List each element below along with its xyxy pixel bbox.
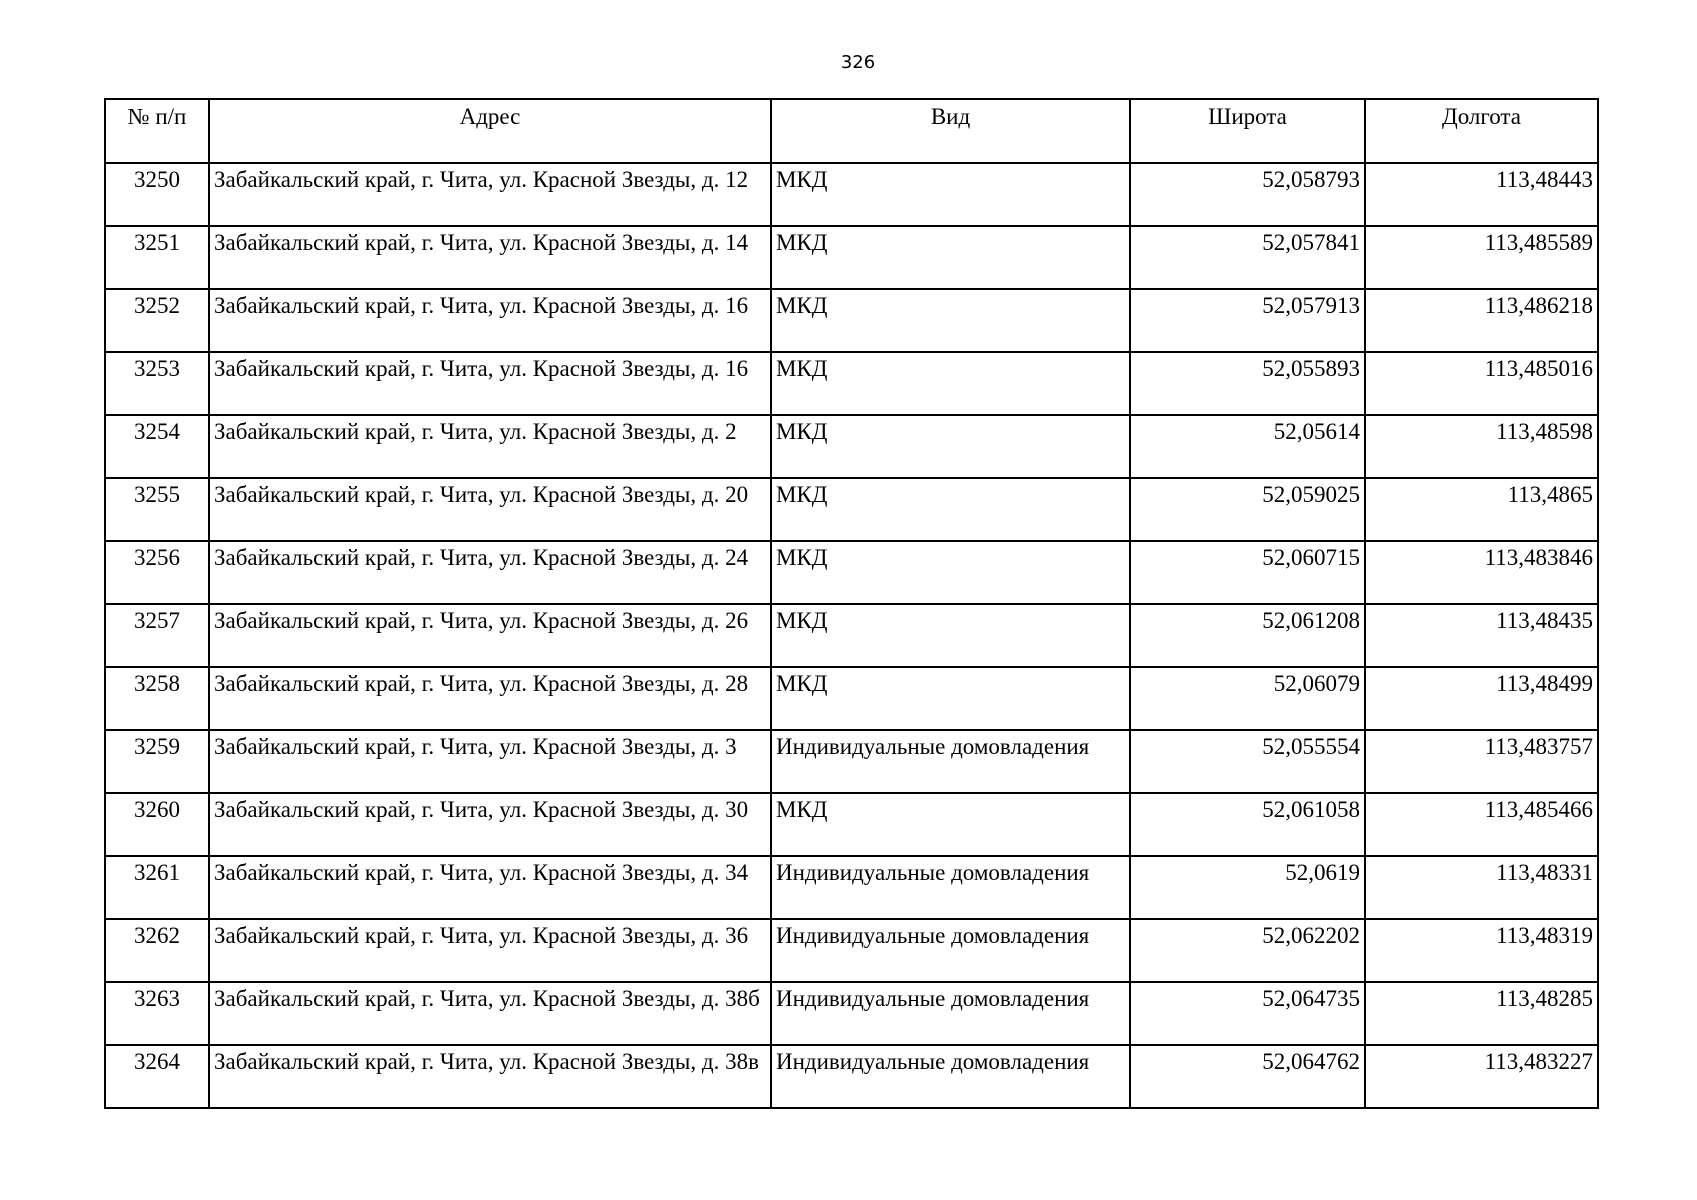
cell-longitude: 113,483846 xyxy=(1365,541,1598,604)
header-kind: Вид xyxy=(771,99,1130,163)
cell-longitude: 113,485466 xyxy=(1365,793,1598,856)
cell-number: 3262 xyxy=(105,919,209,982)
cell-address: Забайкальский край, г. Чита, ул. Красной Звезды, д. 24 xyxy=(209,541,771,604)
cell-longitude: 113,485016 xyxy=(1365,352,1598,415)
cell-longitude: 113,4865 xyxy=(1365,478,1598,541)
cell-number: 3252 xyxy=(105,289,209,352)
table-row xyxy=(105,541,1598,604)
cell-number: 3261 xyxy=(105,856,209,919)
cell-kind: Индивидуальные домовладения xyxy=(771,1045,1130,1108)
table-row xyxy=(105,415,1598,478)
cell-kind: МКД xyxy=(771,289,1130,352)
cell-kind: Индивидуальные домовладения xyxy=(771,856,1130,919)
cell-address: Забайкальский край, г. Чита, ул. Красной Звезды, д. 38б xyxy=(209,982,771,1045)
cell-longitude: 113,48598 xyxy=(1365,415,1598,478)
cell-address: Забайкальский край, г. Чита, ул. Красной Звезды, д. 38в xyxy=(209,1045,771,1108)
table-row xyxy=(105,730,1598,793)
cell-address: Забайкальский край, г. Чита, ул. Красной Звезды, д. 2 xyxy=(209,415,771,478)
table-row xyxy=(105,856,1598,919)
cell-latitude: 52,06079 xyxy=(1130,667,1365,730)
cell-kind: МКД xyxy=(771,226,1130,289)
cell-longitude: 113,48499 xyxy=(1365,667,1598,730)
cell-latitude: 52,059025 xyxy=(1130,478,1365,541)
table-row xyxy=(105,604,1598,667)
cell-number: 3255 xyxy=(105,478,209,541)
cell-latitude: 52,057913 xyxy=(1130,289,1365,352)
cell-kind: МКД xyxy=(771,478,1130,541)
cell-number: 3260 xyxy=(105,793,209,856)
header-number: № п/п xyxy=(105,99,209,163)
cell-kind: МКД xyxy=(771,415,1130,478)
table-row xyxy=(105,667,1598,730)
cell-latitude: 52,055554 xyxy=(1130,730,1365,793)
cell-latitude: 52,05614 xyxy=(1130,415,1365,478)
cell-number: 3251 xyxy=(105,226,209,289)
header-longitude: Долгота xyxy=(1365,99,1598,163)
cell-latitude: 52,058793 xyxy=(1130,163,1365,226)
address-table xyxy=(104,98,1599,1109)
cell-longitude: 113,48285 xyxy=(1365,982,1598,1045)
table-row xyxy=(105,1045,1598,1108)
cell-address: Забайкальский край, г. Чита, ул. Красной Звезды, д. 14 xyxy=(209,226,771,289)
cell-number: 3250 xyxy=(105,163,209,226)
table-row xyxy=(105,478,1598,541)
cell-kind: МКД xyxy=(771,667,1130,730)
cell-number: 3264 xyxy=(105,1045,209,1108)
cell-address: Забайкальский край, г. Чита, ул. Красной Звезды, д. 36 xyxy=(209,919,771,982)
cell-longitude: 113,486218 xyxy=(1365,289,1598,352)
cell-latitude: 52,061208 xyxy=(1130,604,1365,667)
cell-kind: МКД xyxy=(771,541,1130,604)
cell-number: 3253 xyxy=(105,352,209,415)
cell-longitude: 113,483227 xyxy=(1365,1045,1598,1108)
cell-latitude: 52,064735 xyxy=(1130,982,1365,1045)
cell-number: 3256 xyxy=(105,541,209,604)
cell-longitude: 113,48319 xyxy=(1365,919,1598,982)
cell-latitude: 52,060715 xyxy=(1130,541,1365,604)
cell-latitude: 52,0619 xyxy=(1130,856,1365,919)
cell-latitude: 52,062202 xyxy=(1130,919,1365,982)
table-row xyxy=(105,919,1598,982)
cell-longitude: 113,48443 xyxy=(1365,163,1598,226)
cell-number: 3263 xyxy=(105,982,209,1045)
cell-kind: МКД xyxy=(771,352,1130,415)
cell-number: 3257 xyxy=(105,604,209,667)
cell-number: 3258 xyxy=(105,667,209,730)
cell-address: Забайкальский край, г. Чита, ул. Красной Звезды, д. 26 xyxy=(209,604,771,667)
cell-longitude: 113,483757 xyxy=(1365,730,1598,793)
table-header-row xyxy=(105,99,1598,163)
cell-latitude: 52,064762 xyxy=(1130,1045,1365,1108)
table-row xyxy=(105,163,1598,226)
cell-address: Забайкальский край, г. Чита, ул. Красной Звезды, д. 12 xyxy=(209,163,771,226)
cell-longitude: 113,485589 xyxy=(1365,226,1598,289)
cell-kind: МКД xyxy=(771,793,1130,856)
cell-latitude: 52,061058 xyxy=(1130,793,1365,856)
table-row xyxy=(105,982,1598,1045)
header-address: Адрес xyxy=(209,99,771,163)
cell-address: Забайкальский край, г. Чита, ул. Красной Звезды, д. 3 xyxy=(209,730,771,793)
table-row xyxy=(105,226,1598,289)
header-latitude: Широта xyxy=(1130,99,1365,163)
table-row xyxy=(105,793,1598,856)
cell-number: 3259 xyxy=(105,730,209,793)
cell-address: Забайкальский край, г. Чита, ул. Красной Звезды, д. 16 xyxy=(209,289,771,352)
page-number: 326 xyxy=(840,52,876,73)
cell-kind: Индивидуальные домовладения xyxy=(771,982,1130,1045)
table-body xyxy=(105,163,1598,1108)
cell-address: Забайкальский край, г. Чита, ул. Красной Звезды, д. 34 xyxy=(209,856,771,919)
cell-address: Забайкальский край, г. Чита, ул. Красной Звезды, д. 20 xyxy=(209,478,771,541)
table-row xyxy=(105,352,1598,415)
cell-latitude: 52,055893 xyxy=(1130,352,1365,415)
cell-longitude: 113,48331 xyxy=(1365,856,1598,919)
table-row xyxy=(105,289,1598,352)
cell-longitude: 113,48435 xyxy=(1365,604,1598,667)
cell-kind: МКД xyxy=(771,163,1130,226)
cell-address: Забайкальский край, г. Чита, ул. Красной Звезды, д. 16 xyxy=(209,352,771,415)
cell-kind: Индивидуальные домовладения xyxy=(771,730,1130,793)
cell-number: 3254 xyxy=(105,415,209,478)
cell-latitude: 52,057841 xyxy=(1130,226,1365,289)
cell-address: Забайкальский край, г. Чита, ул. Красной Звезды, д. 28 xyxy=(209,667,771,730)
cell-address: Забайкальский край, г. Чита, ул. Красной Звезды, д. 30 xyxy=(209,793,771,856)
cell-kind: Индивидуальные домовладения xyxy=(771,919,1130,982)
cell-kind: МКД xyxy=(771,604,1130,667)
